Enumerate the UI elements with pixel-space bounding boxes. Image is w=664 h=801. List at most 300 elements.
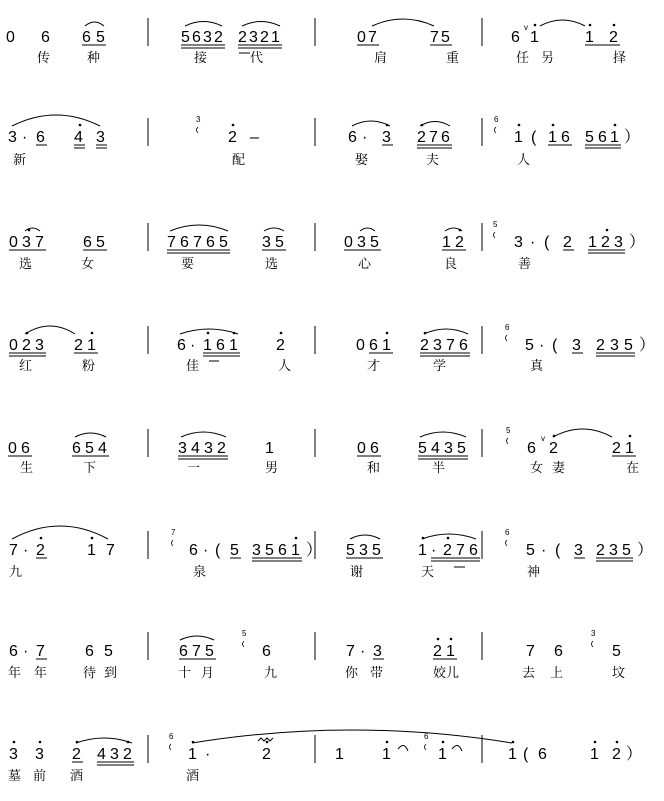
lyric: 十 <box>178 666 192 681</box>
grace-tail <box>507 438 509 444</box>
octave-dot <box>295 537 298 540</box>
note: 2 <box>601 234 610 251</box>
lyric: 酒 <box>186 769 200 784</box>
turn-arrow <box>398 745 408 751</box>
note: 7 <box>167 234 176 251</box>
note: 6 <box>527 440 536 457</box>
note: 0 <box>357 440 366 457</box>
note: 3 <box>382 129 391 146</box>
note: 6 <box>469 542 478 559</box>
note: 5 <box>85 440 94 457</box>
breath-mark: v <box>524 23 528 32</box>
octave-dot <box>594 741 597 744</box>
note: 7 <box>9 542 18 559</box>
note: · <box>203 542 209 559</box>
octave-dot <box>437 638 440 641</box>
grace-note: 6 <box>505 528 510 537</box>
lyric: 和 <box>367 461 381 476</box>
note: 0 <box>8 440 17 457</box>
lyric: 粉 <box>82 359 96 374</box>
note: 7 <box>106 542 115 559</box>
note: 1 <box>203 337 212 354</box>
grace-note: 5 <box>506 426 511 435</box>
note: 5 <box>612 643 621 660</box>
slur <box>76 738 132 743</box>
note: · <box>541 542 547 559</box>
note: 6 <box>216 337 225 354</box>
note: 4 <box>98 440 107 457</box>
lyric: 天 <box>421 565 435 580</box>
note: ( <box>555 542 561 559</box>
lyric: 善 <box>518 257 532 272</box>
lyric: 传 <box>37 51 51 66</box>
lyric: 半 <box>432 461 446 476</box>
note: 5 <box>219 234 228 251</box>
note: · <box>530 234 536 251</box>
note: 6 <box>370 440 379 457</box>
note: 5 <box>205 643 214 660</box>
lyric: 佳 <box>186 359 200 374</box>
note: 6 <box>511 29 520 46</box>
note: 5 <box>622 542 631 559</box>
lyric: 配 <box>232 153 246 168</box>
note: 5 <box>372 542 381 559</box>
note: · <box>23 542 29 559</box>
lyric: 谢 <box>350 565 364 580</box>
note: 1 <box>229 337 238 354</box>
note: · <box>23 643 29 660</box>
octave-dot <box>450 638 453 641</box>
grace-tail <box>494 232 496 238</box>
lyric: 选 <box>19 257 33 272</box>
note: 5 <box>441 29 450 46</box>
note: 6 <box>561 129 570 146</box>
slur <box>12 526 108 539</box>
note: 3 <box>614 234 623 251</box>
note: 3 <box>204 440 213 457</box>
note: 3 <box>8 129 17 146</box>
note: 2 <box>123 746 132 763</box>
note: 5 <box>96 29 105 46</box>
lyric: 肩 <box>374 51 388 66</box>
note: 0 <box>344 234 353 251</box>
lyric: 神 <box>527 565 541 580</box>
slur <box>553 429 612 437</box>
note: 1 <box>271 29 280 46</box>
octave-dot <box>614 124 617 127</box>
octave-dot <box>629 435 632 438</box>
note: 5 <box>181 29 190 46</box>
note: 3 <box>514 234 523 251</box>
grace-tail <box>425 744 427 750</box>
note: 1 <box>446 643 455 660</box>
lyric: 任 <box>516 51 530 66</box>
note: · <box>360 643 366 660</box>
note: 6 <box>369 337 378 354</box>
grace-tail <box>172 540 174 546</box>
note: ） <box>306 542 323 559</box>
note: 5 <box>346 542 355 559</box>
lyric: 心 <box>358 257 372 272</box>
lyric: 良 <box>444 257 458 272</box>
grace-tail <box>495 127 497 133</box>
note: 2 <box>417 129 426 146</box>
note: 3 <box>35 746 44 763</box>
lyric: 待 <box>83 666 97 681</box>
note: 1 <box>514 129 523 146</box>
lyric: 去 <box>522 666 536 681</box>
grace-tail <box>506 335 508 341</box>
turn-arrow <box>452 745 462 751</box>
note: 6 <box>36 129 45 146</box>
note: ） <box>639 337 656 354</box>
lyric: 泉 <box>193 565 207 580</box>
grace-note: 5 <box>493 220 498 229</box>
note: 3 <box>262 234 271 251</box>
note: 3 <box>96 129 105 146</box>
lyric: 另 <box>541 51 555 66</box>
note: 3 <box>35 337 44 354</box>
note: 6 <box>538 746 547 763</box>
note: 7 <box>430 29 439 46</box>
octave-dot <box>442 741 445 744</box>
lyric: 年 <box>8 666 22 681</box>
note: 2 <box>596 337 605 354</box>
slur <box>360 228 375 231</box>
octave-dot <box>79 124 82 127</box>
lyric: 带 <box>370 666 384 681</box>
octave-dot <box>613 24 616 27</box>
note: 4 <box>431 440 440 457</box>
note: ） <box>624 129 641 146</box>
slur <box>85 22 104 26</box>
note: 7 <box>526 643 535 660</box>
lyric: 女 <box>81 257 95 272</box>
note: 2 <box>74 337 83 354</box>
note: 7 <box>446 337 455 354</box>
lyric: 代 <box>250 51 264 66</box>
octave-dot <box>266 741 269 744</box>
lyric: 一 <box>187 461 201 476</box>
lyric: 上 <box>550 666 564 681</box>
octave-dot <box>386 741 389 744</box>
note: 2 <box>443 542 452 559</box>
note: 6 <box>459 337 468 354</box>
note: · <box>205 746 211 763</box>
note: 5 <box>230 542 239 559</box>
slur <box>540 20 585 26</box>
lyric: 重 <box>446 51 460 66</box>
slur <box>242 22 280 27</box>
lyric: 妻 <box>552 461 566 476</box>
lyric: 男 <box>265 461 279 476</box>
note: 7 <box>429 129 438 146</box>
slur <box>25 228 40 231</box>
note: 5 <box>104 643 113 660</box>
note: 1 <box>382 337 391 354</box>
note: 6 <box>441 129 450 146</box>
note: 1 <box>265 440 274 457</box>
lyric: 酒 <box>70 769 84 784</box>
octave-dot <box>589 24 592 27</box>
note: 2 <box>612 440 621 457</box>
octave-dot <box>616 741 619 744</box>
note: ( <box>544 234 550 251</box>
note: 3 <box>252 542 261 559</box>
note: 7 <box>36 643 45 660</box>
grace-note: 7 <box>171 528 176 537</box>
note: 6 <box>72 440 81 457</box>
note: 3 <box>609 542 618 559</box>
note: 7 <box>456 542 465 559</box>
slur <box>420 432 466 437</box>
note: 2 <box>260 29 269 46</box>
note: 1 <box>418 542 427 559</box>
note: 7 <box>192 643 201 660</box>
note: 3 <box>203 29 212 46</box>
note: 5 <box>525 337 534 354</box>
note: 2 <box>612 746 621 763</box>
grace-note: 6 <box>505 323 510 332</box>
note: 2 <box>455 234 464 251</box>
note: 3 <box>249 29 258 46</box>
note: 6 <box>206 234 215 251</box>
octave-dot <box>534 24 537 27</box>
note: · <box>22 129 28 146</box>
note: 6 <box>9 643 18 660</box>
note: 5 <box>96 234 105 251</box>
note: ） <box>626 746 643 763</box>
octave-dot <box>512 741 515 744</box>
note: 6 <box>85 643 94 660</box>
note: · <box>190 337 196 354</box>
note: 2 <box>420 337 429 354</box>
note: 0 <box>357 29 366 46</box>
note: 1 <box>530 29 539 46</box>
note: 1 <box>610 129 619 146</box>
note: 0 <box>6 29 15 46</box>
lyric: 娶 <box>355 153 369 168</box>
note: 4 <box>191 440 200 457</box>
grace-note: 6 <box>494 115 499 124</box>
note: – <box>250 129 259 146</box>
octave-dot <box>91 537 94 540</box>
note: 1 <box>590 746 599 763</box>
note: · <box>431 542 437 559</box>
note: 2 <box>72 746 81 763</box>
note: 2 <box>22 337 31 354</box>
note: 1 <box>87 542 96 559</box>
note: 7 <box>193 234 202 251</box>
grace-tail <box>243 641 245 647</box>
note: 6 <box>83 234 92 251</box>
note: 2 <box>609 29 618 46</box>
note: ( <box>531 129 537 146</box>
note: 3 <box>610 337 619 354</box>
grace-tail <box>506 540 508 546</box>
note: 1 <box>291 542 300 559</box>
note: 6 <box>179 643 188 660</box>
lyric: 学 <box>433 359 447 374</box>
slur <box>264 228 284 231</box>
lyric: 你 <box>345 666 359 681</box>
note: 5 <box>370 234 379 251</box>
note: 6 <box>189 542 198 559</box>
grace-note: 6 <box>169 732 174 741</box>
note: 0 <box>356 337 365 354</box>
note: 0 <box>9 337 18 354</box>
lyric: 才 <box>367 359 381 374</box>
lyric: 种 <box>87 51 101 66</box>
lyric: 月 <box>201 666 215 681</box>
note: · <box>362 129 368 146</box>
lyric: 姣儿 <box>433 666 460 681</box>
note: 5 <box>275 234 284 251</box>
trill-mark <box>258 738 273 741</box>
octave-dot <box>606 229 609 232</box>
lyric: 九 <box>9 565 23 580</box>
lyric: 择 <box>613 51 627 66</box>
note: ( <box>523 746 529 763</box>
note: 3 <box>22 234 31 251</box>
note: 6 <box>278 542 287 559</box>
octave-dot <box>518 124 521 127</box>
octave-dot <box>280 332 283 335</box>
note: 7 <box>35 234 44 251</box>
note: 6 <box>82 29 91 46</box>
grace-tail <box>170 744 172 750</box>
note: 6 <box>348 129 357 146</box>
note: 3 <box>110 746 119 763</box>
note: 3 <box>574 542 583 559</box>
note: 2 <box>563 234 572 251</box>
note: 4 <box>74 129 83 146</box>
note: 2 <box>549 440 558 457</box>
note: 7 <box>368 29 377 46</box>
octave-dot <box>207 332 210 335</box>
note: 5 <box>526 542 535 559</box>
note: 7 <box>346 643 355 660</box>
note: 6 <box>598 129 607 146</box>
note: 6 <box>192 29 201 46</box>
note: 5 <box>457 440 466 457</box>
slur <box>185 22 222 27</box>
octave-dot <box>40 537 43 540</box>
octave-dot <box>91 332 94 335</box>
lyric: 在 <box>626 461 640 476</box>
note: ( <box>552 337 558 354</box>
note: 1 <box>442 234 451 251</box>
lyric: 夫 <box>426 153 440 168</box>
note: 5 <box>624 337 633 354</box>
note: 1 <box>585 29 594 46</box>
note: 3 <box>373 643 382 660</box>
note: 2 <box>217 440 226 457</box>
grace-tail <box>197 127 199 133</box>
slur <box>350 535 380 539</box>
lyric: 年 <box>34 666 48 681</box>
lyric: 要 <box>181 257 195 272</box>
note: 2 <box>238 29 247 46</box>
note: 6 <box>177 337 186 354</box>
note: 3 <box>357 234 366 251</box>
slur <box>25 326 75 334</box>
slur <box>181 432 226 437</box>
lyric: 红 <box>19 359 33 374</box>
lyric: 墓 <box>8 769 22 784</box>
lyric: 九 <box>264 666 278 681</box>
slur <box>75 433 106 437</box>
note: 0 <box>9 234 18 251</box>
slur <box>420 122 450 127</box>
slur <box>180 636 214 640</box>
note: 6 <box>21 440 30 457</box>
note: 6 <box>41 29 50 46</box>
note: 2 <box>596 542 605 559</box>
note: 5 <box>418 440 427 457</box>
note: 6 <box>554 643 563 660</box>
note: 3 <box>9 746 18 763</box>
slur <box>372 19 434 26</box>
slur <box>352 121 390 126</box>
note: 5 <box>585 129 594 146</box>
octave-dot <box>386 332 389 335</box>
grace-tail <box>592 641 594 647</box>
lyric: 人 <box>517 153 531 168</box>
grace-note: 3 <box>591 629 596 638</box>
note: 4 <box>97 746 106 763</box>
note: 2 <box>36 542 45 559</box>
note: 1 <box>625 440 634 457</box>
note: 6 <box>262 643 271 660</box>
note: · <box>539 337 545 354</box>
lyric: 到 <box>104 666 118 681</box>
note: 2 <box>214 29 223 46</box>
slur <box>192 730 512 743</box>
slur <box>424 329 468 334</box>
grace-note: 6 <box>424 732 429 741</box>
note: 3 <box>178 440 187 457</box>
note: 3 <box>572 337 581 354</box>
breath-mark: v <box>541 434 545 443</box>
note: 2 <box>276 337 285 354</box>
note: 1 <box>382 746 391 763</box>
note: 1 <box>438 746 447 763</box>
lyric: 人 <box>278 359 292 374</box>
slur <box>12 115 100 126</box>
note: ( <box>215 542 221 559</box>
note: ） <box>637 542 654 559</box>
lyric: 新 <box>13 153 27 168</box>
note: 6 <box>180 234 189 251</box>
lyric: 下 <box>83 461 97 476</box>
note: 2 <box>228 129 237 146</box>
note: 1 <box>335 746 344 763</box>
lyric: 真 <box>530 359 544 374</box>
note: 1 <box>87 337 96 354</box>
lyric: 前 <box>33 769 47 784</box>
octave-dot <box>39 741 42 744</box>
note: 1 <box>508 746 517 763</box>
lyric: 生 <box>20 461 34 476</box>
grace-note: 5 <box>242 629 247 638</box>
lyric: 选 <box>265 257 279 272</box>
note: 1 <box>188 746 197 763</box>
lyric: 坟 <box>612 666 626 681</box>
note: 3 <box>444 440 453 457</box>
lyric: 接 <box>194 51 208 66</box>
note: 2 <box>262 746 271 763</box>
